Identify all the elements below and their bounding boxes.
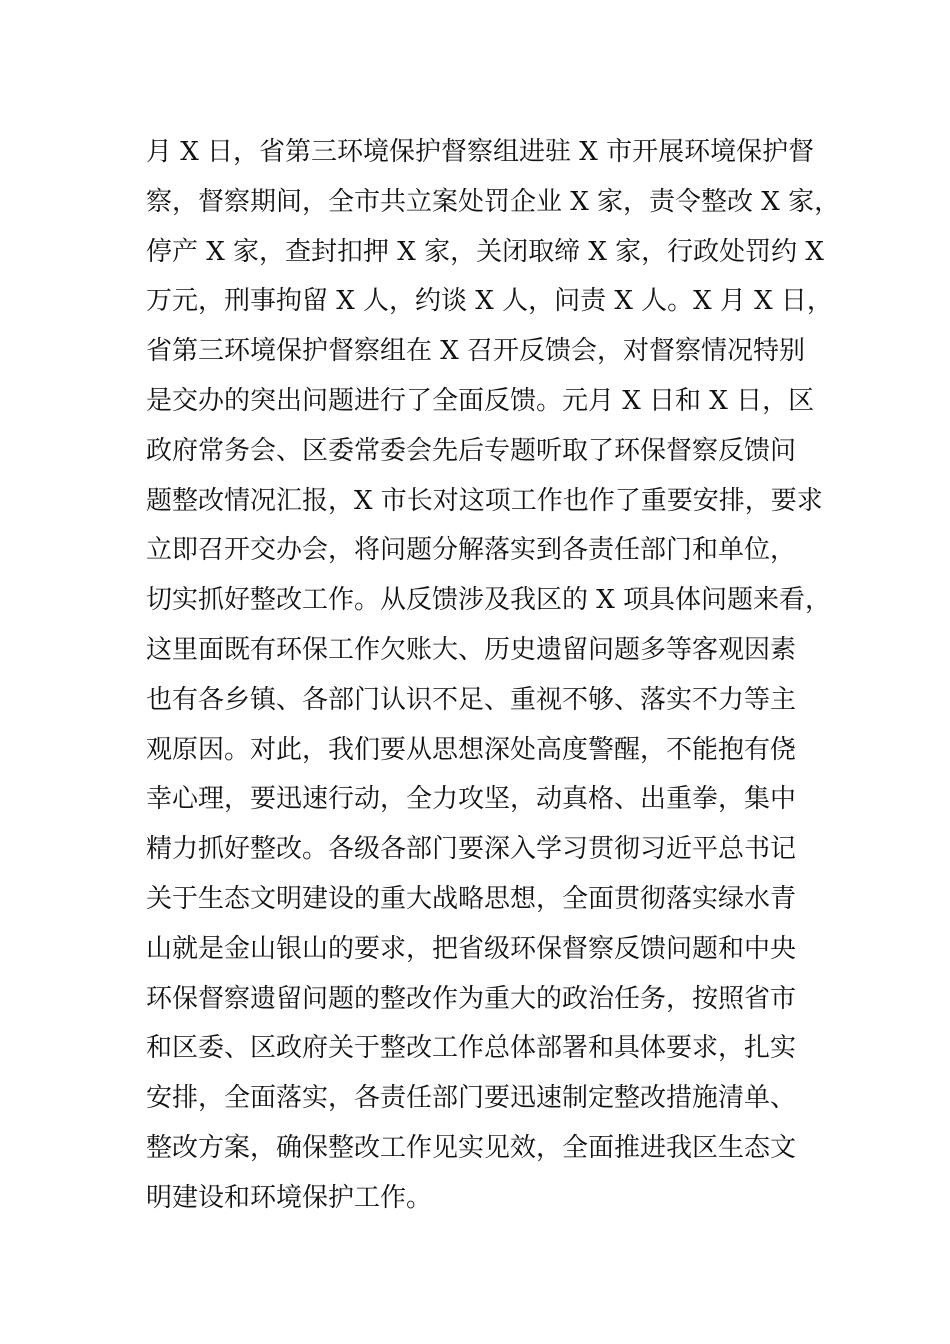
- text-line: 是交办的突出问题进行了全面反馈。元月 X 日和 X 日，区: [146, 385, 815, 416]
- text-line: 精力抓好整改。各级各部门要深入学习贯彻习近平总书记: [146, 834, 797, 865]
- text-line: 明建设和环境保护工作。: [146, 1182, 433, 1213]
- text-line: 和区委、区政府关于整改工作总体部署和具体要求，扎实: [146, 1033, 797, 1064]
- text-line: 环保督察遗留问题的整改作为重大的政治任务，按照省市: [146, 983, 797, 1014]
- text-line: 观原因。对此，我们要从思想深处高度警醒，不能抱有侥: [146, 734, 797, 765]
- text-line: 省第三环境保护督察组在 X 召开反馈会，对督察情况特别: [146, 336, 806, 367]
- text-line: 这里面既有环保工作欠账大、历史遗留问题多等客观因素: [146, 634, 797, 665]
- text-line: 山就是金山银山的要求，把省级环保督察反馈问题和中央: [146, 933, 797, 964]
- text-line: 整改方案，确保整改工作见实见效，全面推进我区生态文: [146, 1132, 797, 1163]
- text-line: 立即召开交办会，将问题分解落实到各责任部门和单位，: [146, 535, 797, 566]
- text-line: 切实抓好整改工作。从反馈涉及我区的 X 项具体问题来看，: [146, 585, 832, 616]
- text-line: 幸心理，要迅速行动，全力攻坚，动真格、出重拳，集中: [146, 784, 797, 815]
- body-paragraph: [146, 128, 841, 1224]
- text-line: 万元，刑事拘留 X 人，约谈 X 人，问责 X 人。X 月 X 日，: [146, 286, 833, 317]
- text-line: 政府常务会、区委常委会先后专题听取了环保督察反馈问: [146, 435, 797, 466]
- text-line: 停产 X 家，查封扣押 X 家，关闭取缔 X 家，行政处罚约 X: [146, 236, 824, 267]
- text-line: 关于生态文明建设的重大战略思想，全面贯彻落实绿水青: [146, 883, 797, 914]
- text-line: 也有各乡镇、各部门认识不足、重视不够、落实不力等主: [146, 684, 797, 715]
- text-line: 月 X 日，省第三环境保护督察组进驻 X 市开展环境保护督: [146, 137, 815, 167]
- text-line: 安排，全面落实，各责任部门要迅速制定整改措施清单、: [146, 1083, 797, 1114]
- text-line: 察，督察期间，全市共立案处罚企业 X 家，责令整改 X 家，: [146, 186, 841, 217]
- text-line: 题整改情况汇报，X 市长对这项工作也作了重要安排，要求: [146, 485, 823, 516]
